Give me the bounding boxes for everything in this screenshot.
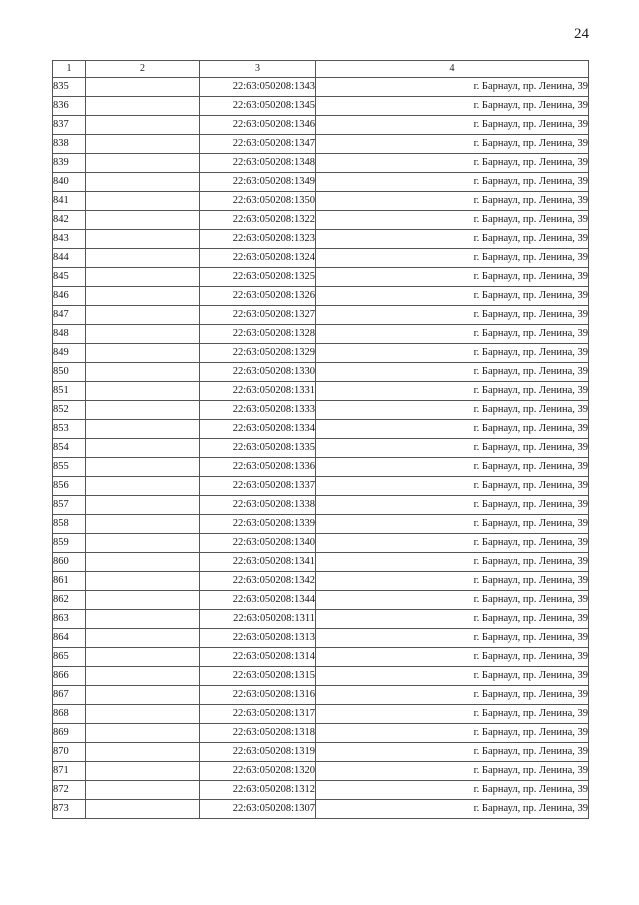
table-row bbox=[53, 154, 589, 173]
row-number: 835 bbox=[53, 78, 86, 97]
address-cell: г. Барнаул, пр. Ленина, 39 bbox=[316, 515, 589, 534]
address-cell: г. Барнаул, пр. Ленина, 39 bbox=[316, 116, 589, 135]
object-name-cell bbox=[86, 553, 200, 572]
cadastral-number-cell: 22:63:050208:1341 bbox=[200, 553, 316, 572]
row-number: 868 bbox=[53, 705, 86, 724]
cadastral-number-cell: 22:63:050208:1322 bbox=[200, 211, 316, 230]
address-cell: г. Барнаул, пр. Ленина, 39 bbox=[316, 648, 589, 667]
address-cell: г. Барнаул, пр. Ленина, 39 bbox=[316, 572, 589, 591]
address-cell: г. Барнаул, пр. Ленина, 39 bbox=[316, 629, 589, 648]
row-number: 840 bbox=[53, 173, 86, 192]
object-name-cell bbox=[86, 781, 200, 800]
row-number: 838 bbox=[53, 135, 86, 154]
cadastral-number-cell: 22:63:050208:1325 bbox=[200, 268, 316, 287]
table-row bbox=[53, 724, 589, 743]
object-name-cell bbox=[86, 249, 200, 268]
table-row bbox=[53, 344, 589, 363]
table-row bbox=[53, 192, 589, 211]
object-name-cell bbox=[86, 211, 200, 230]
cadastral-number-cell: 22:63:050208:1343 bbox=[200, 78, 316, 97]
cadastral-number-cell: 22:63:050208:1337 bbox=[200, 477, 316, 496]
table-row bbox=[53, 648, 589, 667]
table-row bbox=[53, 306, 589, 325]
address-cell: г. Барнаул, пр. Ленина, 39 bbox=[316, 477, 589, 496]
table-row bbox=[53, 667, 589, 686]
object-name-cell bbox=[86, 515, 200, 534]
cadastral-number-cell: 22:63:050208:1335 bbox=[200, 439, 316, 458]
address-cell: г. Барнаул, пр. Ленина, 39 bbox=[316, 154, 589, 173]
cadastral-number-cell: 22:63:050208:1311 bbox=[200, 610, 316, 629]
column-header-2: 2 bbox=[86, 61, 200, 78]
row-number: 867 bbox=[53, 686, 86, 705]
cadastral-number-cell: 22:63:050208:1329 bbox=[200, 344, 316, 363]
cadastral-number-cell: 22:63:050208:1342 bbox=[200, 572, 316, 591]
object-name-cell bbox=[86, 268, 200, 287]
table-row bbox=[53, 629, 589, 648]
cadastral-number-cell: 22:63:050208:1348 bbox=[200, 154, 316, 173]
row-number: 865 bbox=[53, 648, 86, 667]
row-number: 837 bbox=[53, 116, 86, 135]
object-name-cell bbox=[86, 534, 200, 553]
object-name-cell bbox=[86, 78, 200, 97]
cadastral-number-cell: 22:63:050208:1320 bbox=[200, 762, 316, 781]
column-header-1: 1 bbox=[53, 61, 86, 78]
row-number: 869 bbox=[53, 724, 86, 743]
object-name-cell bbox=[86, 344, 200, 363]
address-cell: г. Барнаул, пр. Ленина, 39 bbox=[316, 211, 589, 230]
table-row bbox=[53, 97, 589, 116]
object-name-cell bbox=[86, 629, 200, 648]
address-cell: г. Барнаул, пр. Ленина, 39 bbox=[316, 667, 589, 686]
row-number: 839 bbox=[53, 154, 86, 173]
object-name-cell bbox=[86, 116, 200, 135]
object-name-cell bbox=[86, 762, 200, 781]
address-cell: г. Барнаул, пр. Ленина, 39 bbox=[316, 781, 589, 800]
cadastral-number-cell: 22:63:050208:1346 bbox=[200, 116, 316, 135]
cadastral-number-cell: 22:63:050208:1347 bbox=[200, 135, 316, 154]
row-number: 866 bbox=[53, 667, 86, 686]
cadastral-number-cell: 22:63:050208:1350 bbox=[200, 192, 316, 211]
table-row bbox=[53, 211, 589, 230]
cadastral-number-cell: 22:63:050208:1312 bbox=[200, 781, 316, 800]
page-number: 24 bbox=[574, 26, 589, 42]
table-row bbox=[53, 762, 589, 781]
row-number: 871 bbox=[53, 762, 86, 781]
cadastral-number-cell: 22:63:050208:1314 bbox=[200, 648, 316, 667]
object-name-cell bbox=[86, 458, 200, 477]
address-cell: г. Барнаул, пр. Ленина, 39 bbox=[316, 97, 589, 116]
table-row bbox=[53, 325, 589, 344]
object-name-cell bbox=[86, 477, 200, 496]
row-number: 859 bbox=[53, 534, 86, 553]
object-name-cell bbox=[86, 420, 200, 439]
address-cell: г. Барнаул, пр. Ленина, 39 bbox=[316, 686, 589, 705]
row-number: 844 bbox=[53, 249, 86, 268]
row-number: 842 bbox=[53, 211, 86, 230]
table-row bbox=[53, 401, 589, 420]
table-row bbox=[53, 363, 589, 382]
row-number: 860 bbox=[53, 553, 86, 572]
address-cell: г. Барнаул, пр. Ленина, 39 bbox=[316, 173, 589, 192]
cadastral-number-cell: 22:63:050208:1323 bbox=[200, 230, 316, 249]
registry-table bbox=[52, 60, 589, 819]
table-row bbox=[53, 135, 589, 154]
cadastral-number-cell: 22:63:050208:1338 bbox=[200, 496, 316, 515]
table-row bbox=[53, 382, 589, 401]
row-number: 852 bbox=[53, 401, 86, 420]
address-cell: г. Барнаул, пр. Ленина, 39 bbox=[316, 192, 589, 211]
object-name-cell bbox=[86, 306, 200, 325]
address-cell: г. Барнаул, пр. Ленина, 39 bbox=[316, 591, 589, 610]
table-row bbox=[53, 230, 589, 249]
address-cell: г. Барнаул, пр. Ленина, 39 bbox=[316, 382, 589, 401]
address-cell: г. Барнаул, пр. Ленина, 39 bbox=[316, 800, 589, 819]
table-row bbox=[53, 534, 589, 553]
cadastral-number-cell: 22:63:050208:1328 bbox=[200, 325, 316, 344]
address-cell: г. Барнаул, пр. Ленина, 39 bbox=[316, 553, 589, 572]
object-name-cell bbox=[86, 154, 200, 173]
cadastral-number-cell: 22:63:050208:1307 bbox=[200, 800, 316, 819]
table-row bbox=[53, 743, 589, 762]
row-number: 863 bbox=[53, 610, 86, 629]
cadastral-number-cell: 22:63:050208:1345 bbox=[200, 97, 316, 116]
table-row bbox=[53, 705, 589, 724]
object-name-cell bbox=[86, 230, 200, 249]
table-row bbox=[53, 610, 589, 629]
table-body bbox=[53, 78, 589, 819]
object-name-cell bbox=[86, 686, 200, 705]
row-number: 847 bbox=[53, 306, 86, 325]
object-name-cell bbox=[86, 648, 200, 667]
cadastral-number-cell: 22:63:050208:1333 bbox=[200, 401, 316, 420]
object-name-cell bbox=[86, 572, 200, 591]
header-row bbox=[53, 61, 589, 78]
cadastral-number-cell: 22:63:050208:1317 bbox=[200, 705, 316, 724]
table-header bbox=[53, 61, 589, 78]
table-row bbox=[53, 249, 589, 268]
table-row bbox=[53, 420, 589, 439]
object-name-cell bbox=[86, 325, 200, 344]
table-row bbox=[53, 496, 589, 515]
object-name-cell bbox=[86, 743, 200, 762]
cadastral-number-cell: 22:63:050208:1344 bbox=[200, 591, 316, 610]
row-number: 850 bbox=[53, 363, 86, 382]
column-header-3: 3 bbox=[200, 61, 316, 78]
table-row bbox=[53, 439, 589, 458]
object-name-cell bbox=[86, 287, 200, 306]
table-row bbox=[53, 686, 589, 705]
row-number: 854 bbox=[53, 439, 86, 458]
address-cell: г. Барнаул, пр. Ленина, 39 bbox=[316, 344, 589, 363]
row-number: 836 bbox=[53, 97, 86, 116]
row-number: 870 bbox=[53, 743, 86, 762]
address-cell: г. Барнаул, пр. Ленина, 39 bbox=[316, 325, 589, 344]
row-number: 851 bbox=[53, 382, 86, 401]
table-row bbox=[53, 78, 589, 97]
row-number: 841 bbox=[53, 192, 86, 211]
address-cell: г. Барнаул, пр. Ленина, 39 bbox=[316, 458, 589, 477]
address-cell: г. Барнаул, пр. Ленина, 39 bbox=[316, 135, 589, 154]
address-cell: г. Барнаул, пр. Ленина, 39 bbox=[316, 705, 589, 724]
cadastral-number-cell: 22:63:050208:1313 bbox=[200, 629, 316, 648]
table-row bbox=[53, 458, 589, 477]
cadastral-number-cell: 22:63:050208:1316 bbox=[200, 686, 316, 705]
row-number: 845 bbox=[53, 268, 86, 287]
cadastral-number-cell: 22:63:050208:1319 bbox=[200, 743, 316, 762]
address-cell: г. Барнаул, пр. Ленина, 39 bbox=[316, 420, 589, 439]
row-number: 848 bbox=[53, 325, 86, 344]
object-name-cell bbox=[86, 97, 200, 116]
object-name-cell bbox=[86, 363, 200, 382]
table-row bbox=[53, 515, 589, 534]
object-name-cell bbox=[86, 173, 200, 192]
address-cell: г. Барнаул, пр. Ленина, 39 bbox=[316, 287, 589, 306]
object-name-cell bbox=[86, 382, 200, 401]
cadastral-number-cell: 22:63:050208:1334 bbox=[200, 420, 316, 439]
cadastral-number-cell: 22:63:050208:1327 bbox=[200, 306, 316, 325]
row-number: 857 bbox=[53, 496, 86, 515]
object-name-cell bbox=[86, 724, 200, 743]
row-number: 862 bbox=[53, 591, 86, 610]
address-cell: г. Барнаул, пр. Ленина, 39 bbox=[316, 439, 589, 458]
table-row bbox=[53, 268, 589, 287]
object-name-cell bbox=[86, 496, 200, 515]
row-number: 856 bbox=[53, 477, 86, 496]
cadastral-number-cell: 22:63:050208:1326 bbox=[200, 287, 316, 306]
table-row bbox=[53, 116, 589, 135]
object-name-cell bbox=[86, 667, 200, 686]
address-cell: г. Барнаул, пр. Ленина, 39 bbox=[316, 363, 589, 382]
row-number: 872 bbox=[53, 781, 86, 800]
table-row bbox=[53, 173, 589, 192]
cadastral-number-cell: 22:63:050208:1324 bbox=[200, 249, 316, 268]
row-number: 846 bbox=[53, 287, 86, 306]
row-number: 873 bbox=[53, 800, 86, 819]
cadastral-number-cell: 22:63:050208:1349 bbox=[200, 173, 316, 192]
row-number: 855 bbox=[53, 458, 86, 477]
cadastral-number-cell: 22:63:050208:1331 bbox=[200, 382, 316, 401]
address-cell: г. Барнаул, пр. Ленина, 39 bbox=[316, 401, 589, 420]
row-number: 864 bbox=[53, 629, 86, 648]
address-cell: г. Барнаул, пр. Ленина, 39 bbox=[316, 534, 589, 553]
address-cell: г. Барнаул, пр. Ленина, 39 bbox=[316, 78, 589, 97]
table-row bbox=[53, 591, 589, 610]
table-row bbox=[53, 477, 589, 496]
row-number: 858 bbox=[53, 515, 86, 534]
row-number: 861 bbox=[53, 572, 86, 591]
table-row bbox=[53, 572, 589, 591]
object-name-cell bbox=[86, 401, 200, 420]
row-number: 849 bbox=[53, 344, 86, 363]
object-name-cell bbox=[86, 800, 200, 819]
cadastral-number-cell: 22:63:050208:1336 bbox=[200, 458, 316, 477]
address-cell: г. Барнаул, пр. Ленина, 39 bbox=[316, 610, 589, 629]
row-number: 853 bbox=[53, 420, 86, 439]
address-cell: г. Барнаул, пр. Ленина, 39 bbox=[316, 268, 589, 287]
address-cell: г. Барнаул, пр. Ленина, 39 bbox=[316, 496, 589, 515]
object-name-cell bbox=[86, 135, 200, 154]
address-cell: г. Барнаул, пр. Ленина, 39 bbox=[316, 724, 589, 743]
address-cell: г. Барнаул, пр. Ленина, 39 bbox=[316, 762, 589, 781]
address-cell: г. Барнаул, пр. Ленина, 39 bbox=[316, 249, 589, 268]
cadastral-number-cell: 22:63:050208:1318 bbox=[200, 724, 316, 743]
table-row bbox=[53, 781, 589, 800]
table-row bbox=[53, 800, 589, 819]
object-name-cell bbox=[86, 192, 200, 211]
address-cell: г. Барнаул, пр. Ленина, 39 bbox=[316, 306, 589, 325]
object-name-cell bbox=[86, 591, 200, 610]
cadastral-number-cell: 22:63:050208:1339 bbox=[200, 515, 316, 534]
table-row bbox=[53, 553, 589, 572]
address-cell: г. Барнаул, пр. Ленина, 39 bbox=[316, 230, 589, 249]
object-name-cell bbox=[86, 610, 200, 629]
column-header-4: 4 bbox=[316, 61, 589, 78]
cadastral-number-cell: 22:63:050208:1330 bbox=[200, 363, 316, 382]
object-name-cell bbox=[86, 439, 200, 458]
cadastral-number-cell: 22:63:050208:1340 bbox=[200, 534, 316, 553]
cadastral-number-cell: 22:63:050208:1315 bbox=[200, 667, 316, 686]
row-number: 843 bbox=[53, 230, 86, 249]
object-name-cell bbox=[86, 705, 200, 724]
address-cell: г. Барнаул, пр. Ленина, 39 bbox=[316, 743, 589, 762]
table-row bbox=[53, 287, 589, 306]
